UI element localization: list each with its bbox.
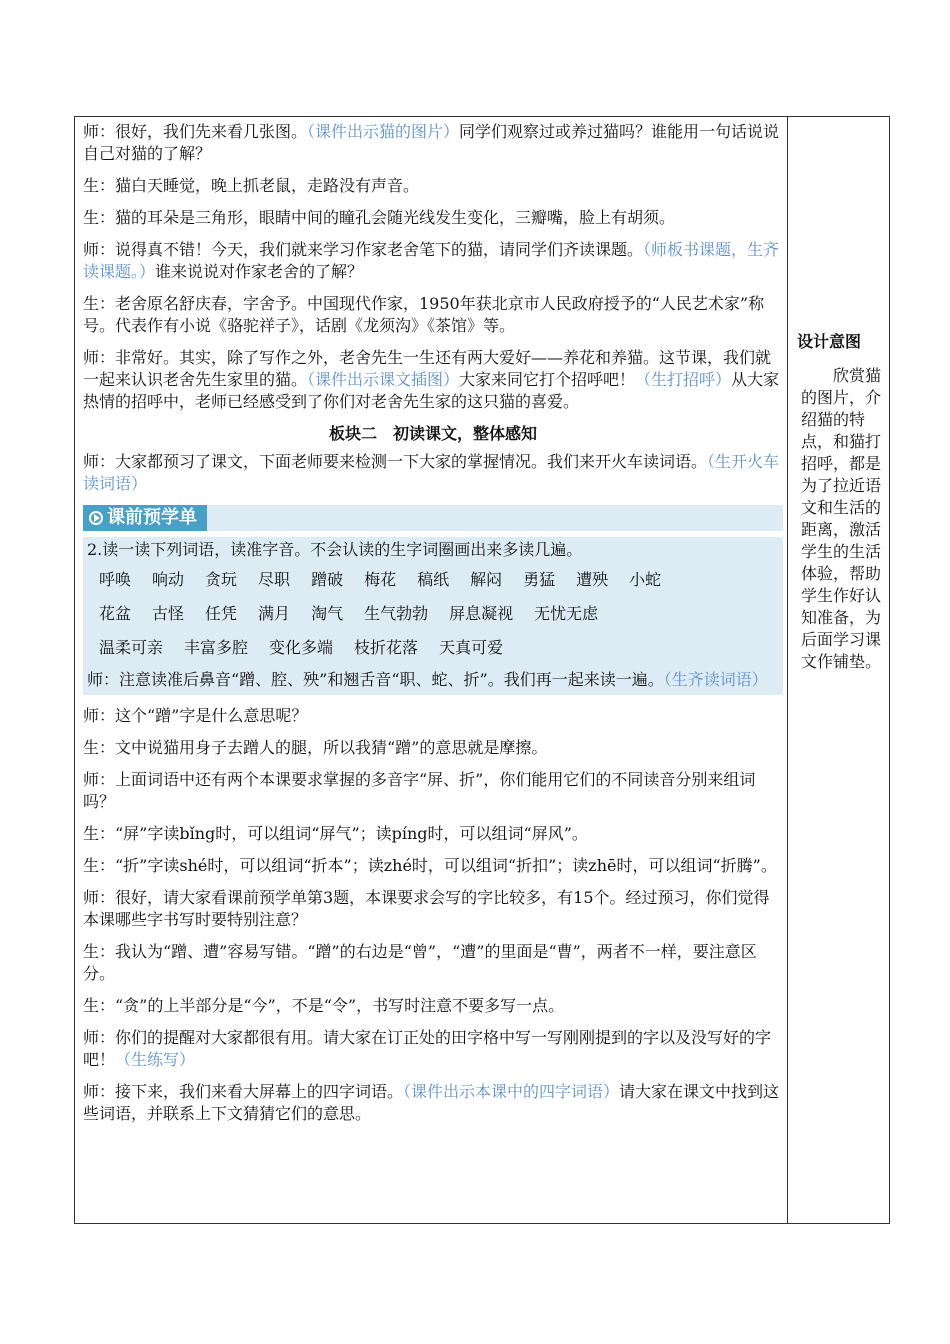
dialogue-text: 师：说得真不错！今天，我们就来学习作家老舍笔下的猫，请同学们齐读课题。	[83, 240, 644, 259]
stage-note: （生练写）	[115, 1050, 196, 1069]
vocab-word: 天真可爱	[439, 638, 504, 657]
banner-label: 课前预学单	[107, 507, 197, 528]
design-intent-title: 设计意图	[797, 332, 862, 351]
dialogue-text: 师：你们的提醒对大家都很有用。请大家在订正处的田字格中写一写刚刚提到的字以及没写好的字吧！	[83, 1028, 772, 1069]
lesson-content	[83, 121, 783, 1135]
dialogue-paragraph	[83, 705, 783, 727]
vocab-word: 尽职	[258, 570, 291, 589]
dialogue-paragraph	[87, 669, 779, 691]
dialogue-paragraph	[83, 207, 783, 229]
dialogue-text: 从大家热情的招呼中，老师已经感受到了你们对老舍先生家的这只猫的喜爱。	[83, 370, 780, 411]
vocab-word: 遭殃	[576, 570, 609, 589]
dialogue-paragraph	[83, 293, 783, 337]
vocab-word: 小蛇	[629, 570, 662, 589]
dialogue-text: 生：我认为“蹭、遭”容易写错。“蹭”的右边是“曾”，“遭”的里面是“曹”，两者不一样，要注意区分。	[83, 942, 757, 983]
dialogue-paragraph	[83, 887, 783, 931]
vocab-word: 解闷	[470, 570, 503, 589]
stage-note: （生齐读词语）	[663, 670, 768, 689]
vocab-word: 呼唤	[99, 570, 132, 589]
dialogue-paragraph	[83, 175, 783, 197]
stage-note: （生打招呼）	[635, 370, 732, 389]
stage-note: （师板书课题，生齐读课题。）	[83, 240, 780, 281]
dialogue-text: 师：上面词语中还有两个本课要求掌握的多音字“屏、折”，你们能用它们的不同读音分别来组词吗？	[83, 770, 756, 811]
dialogue-text: 生：“贪”的上半部分是“今”，不是“令”，书写时注意不要多写一点。	[83, 996, 565, 1015]
dialogue-block-1	[83, 121, 783, 413]
dialogue-paragraph	[83, 1081, 783, 1125]
vocab-word: 稿纸	[417, 570, 450, 589]
vocab-word: 任凭	[205, 604, 238, 623]
dialogue-paragraph	[83, 995, 783, 1017]
dialogue-text: 谁来说说对作家老舍的了解？	[155, 262, 364, 281]
dialogue-text: 同学们观察过或养过猫吗？谁能用一句话说说自己对猫的了解？	[83, 122, 780, 163]
dialogue-text: 师：非常好。其实，除了写作之外，老舍先生一生还有两大爱好——养花和养猫。这节课，我们就一起来认识老舍先生家里的猫。	[83, 348, 772, 389]
word-row	[99, 595, 779, 629]
dialogue-paragraph	[83, 855, 783, 877]
dialogue-paragraph	[83, 737, 783, 759]
vocab-word: 勇猛	[523, 570, 556, 589]
dialogue-text: 生：老舍原名舒庆春，字舍予。中国现代作家，1950年获北京市人民政府授予的“人民艺术家”称号。代表作有小说《骆驼祥子》，话剧《龙须沟》《茶馆》等。	[83, 294, 765, 335]
dialogue-text: 师：很好，我们先来看几张图。	[83, 122, 308, 141]
word-row	[99, 561, 779, 595]
vocab-word: 蹭破	[311, 570, 344, 589]
dialogue-paragraph	[83, 451, 783, 495]
vocab-word: 变化多端	[269, 638, 334, 657]
stage-note: （生开火车读词语）	[83, 452, 780, 493]
dialogue-text: 生：“屏”字读bǐng时，可以组词“屏气”；读píng时，可以组词“屏风”。	[83, 824, 588, 843]
stage-note: （课件出示本课中的四字词语）	[403, 1082, 620, 1101]
exercise-prompt: 2.读一读下列词语，读准字音。不会认读的生字词圈画出来多读几遍。	[87, 540, 583, 559]
dialogue-text: 师：注意读准后鼻音“蹭、腔、殃”和翘舌音“职、蛇、折”。我们再一起来读一遍。	[87, 670, 664, 689]
vocab-word: 丰富多腔	[184, 638, 249, 657]
vocab-word: 贪玩	[205, 570, 238, 589]
dialogue-text: 请大家在课文中找到这些词语，并联系上下文猜猜它们的意思。	[83, 1082, 780, 1123]
vocab-word: 生气勃勃	[364, 604, 429, 623]
dialogue-text: 大家来同它打个招呼吧！	[459, 370, 636, 389]
stage-note: （课件出示课文插图）	[307, 370, 460, 389]
word-row	[99, 629, 779, 663]
vocab-word: 无忧无虑	[534, 604, 599, 623]
vocab-word: 响动	[152, 570, 185, 589]
vocab-word: 梅花	[364, 570, 397, 589]
dialogue-block-2	[83, 705, 783, 1125]
design-intent	[795, 331, 883, 673]
dialogue-paragraph	[83, 769, 783, 813]
dialogue-paragraph	[83, 347, 783, 413]
preview-sheet-banner	[83, 505, 783, 531]
vocab-word: 淘气	[311, 604, 344, 623]
play-icon	[89, 511, 103, 525]
dialogue-paragraph	[83, 239, 783, 283]
dialogue-text: 生：“折”字读shé时，可以组词“折本”；读zhé时，可以组词“折扣”；读zhē时，可以组词“折腾”。	[83, 856, 777, 875]
dialogue-text: 师：接下来，我们来看大屏幕上的四字词语。	[83, 1082, 404, 1101]
dialogue-text: 师：这个“蹭”字是什么意思呢？	[83, 706, 308, 725]
dialogue-paragraph	[83, 823, 783, 845]
word-list	[99, 561, 779, 663]
dialogue-text: 生：文中说猫用身子去蹭人的腿，所以我猜“蹭”的意思就是摩擦。	[83, 738, 548, 757]
dialogue-paragraph	[83, 121, 783, 165]
section-heading: 板块二 初读课文，整体感知	[328, 424, 537, 443]
vocab-word: 温柔可亲	[99, 638, 164, 657]
vocab-word: 花盆	[99, 604, 132, 623]
dialogue-paragraph	[83, 941, 783, 985]
dialogue-text: 师：大家都预习了课文，下面老师要来检测一下大家的掌握情况。我们来开火车读词语。	[83, 452, 708, 471]
vocab-word: 古怪	[152, 604, 185, 623]
dialogue-text: 生：猫的耳朵是三角形，眼睛中间的瞳孔会随光线发生变化，三瓣嘴，脸上有胡须。	[83, 208, 676, 227]
stage-note: （课件出示猫的图片）	[307, 122, 460, 141]
dialogue-paragraph	[83, 1027, 783, 1071]
design-intent-text: 欣赏猫的图片，介绍猫的特点，和猫打招呼，都是为了拉近语文和生活的距离，激活学生的生活体验，帮助学生作好认知准备，为后面学习课文作铺垫。	[801, 366, 882, 671]
banner-tag	[83, 505, 207, 531]
dialogue-text: 生：猫白天睡觉，晚上抓老鼠，走路没有声音。	[83, 176, 420, 195]
vocab-word: 屏息凝视	[449, 604, 514, 623]
exercise-box	[83, 537, 783, 695]
column-divider	[787, 117, 788, 1223]
vocab-word: 满月	[258, 604, 291, 623]
dialogue-text: 师：很好，请大家看课前预学单第3题，本课要求会写的字比较多，有15个。经过预习，你们觉得本课哪些字书写时要特别注意？	[83, 888, 770, 929]
vocab-word: 枝折花落	[354, 638, 419, 657]
lesson-table	[74, 116, 890, 1224]
